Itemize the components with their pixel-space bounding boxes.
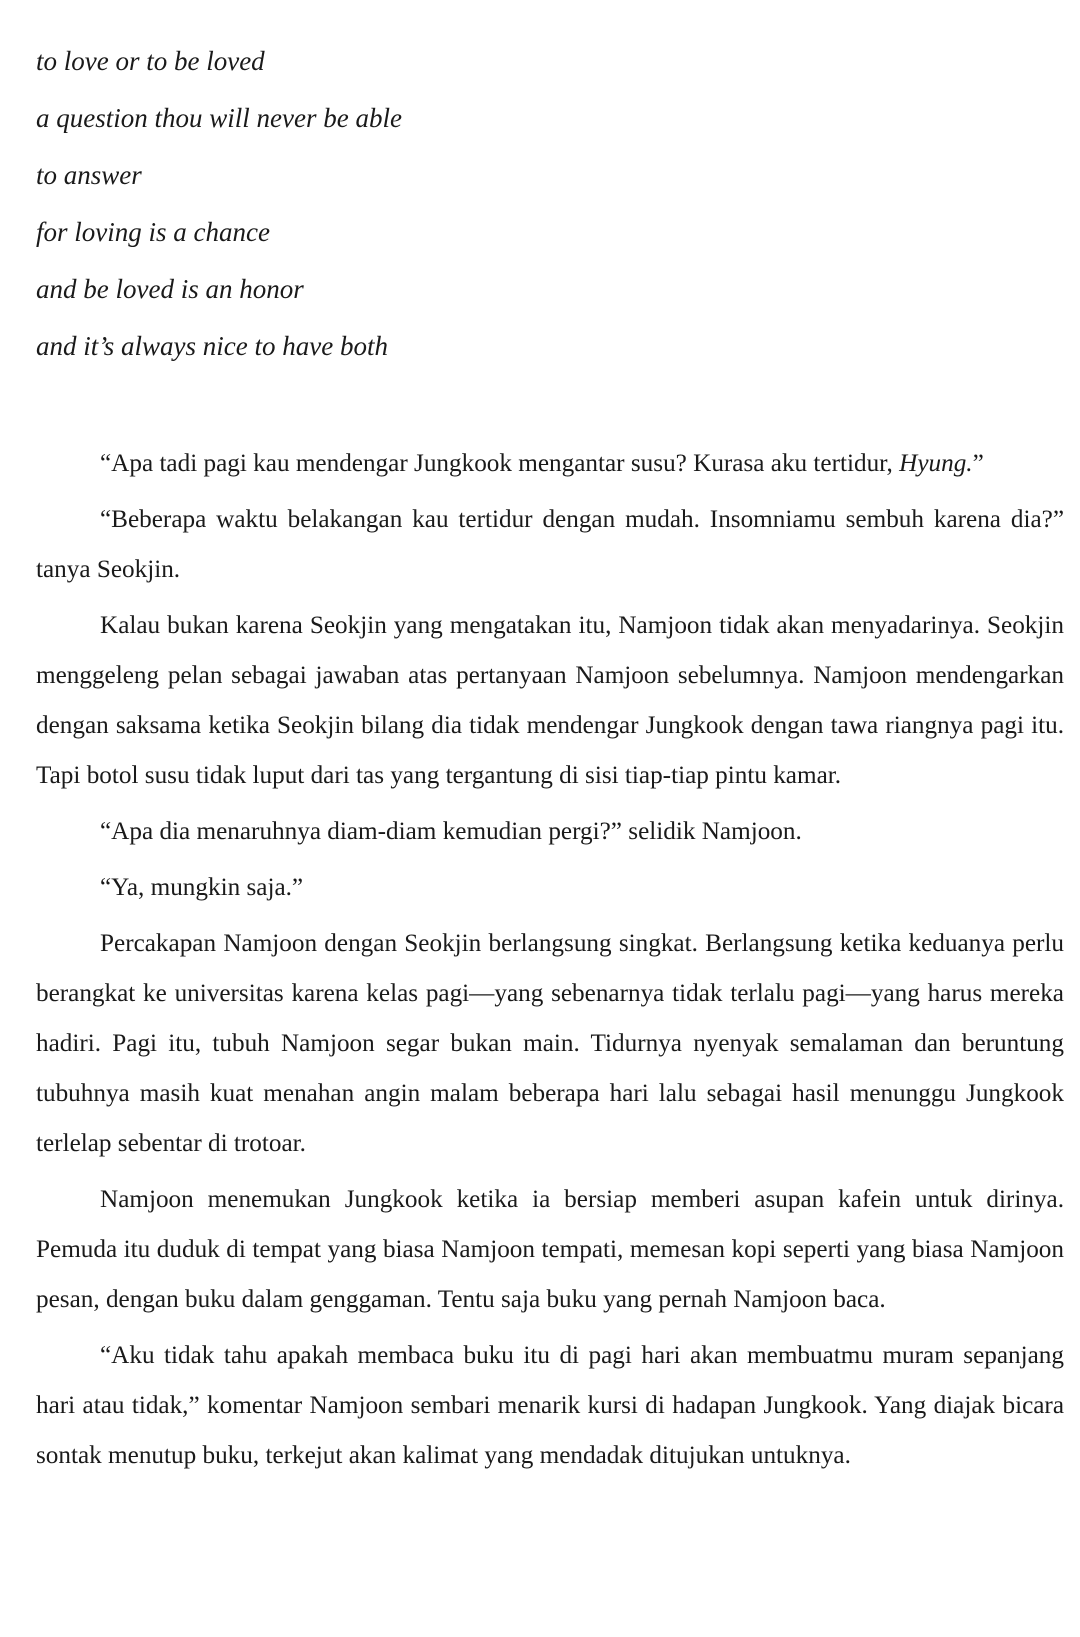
poem-line: to answer <box>36 160 142 190</box>
poem-line: for loving is a chance <box>36 217 270 247</box>
paragraph: “Aku tidak tahu apakah membaca buku itu di pagi hari akan membuatmu muram sepanjang hari atau tidak,” komentar Namjoon sembari menarik kursi di hadapan Jungkook. Yang diajak bicara sontak menutup buku, terkejut akan kalimat yang mendadak ditujukan untuknya. <box>36 1342 1064 1469</box>
poem-line: and it’s always nice to have both <box>36 331 388 361</box>
poem-line: to love or to be loved <box>36 46 265 76</box>
poem-line: and be loved is an honor <box>36 274 304 304</box>
poem-epigraph <box>36 0 1064 386</box>
paragraph: Percakapan Namjoon dengan Seokjin berlangsung singkat. Berlangsung ketika keduanya perlu berangkat ke universitas karena kelas pagi—yang sebenarnya tidak terlalu pagi—yang harus mereka hadiri. Pagi itu, tubuh Namjoon segar bukan main. Tidurnya nyenyak semalaman dan beruntung tubuhnya masih kuat menahan angin malam beberapa hari lalu sebagai hasil menunggu Jungkook terlelap sebentar di trotoar. <box>36 930 1064 1157</box>
paragraph: Namjoon menemukan Jungkook ketika ia bersiap memberi asupan kafein untuk dirinya. Pemuda itu duduk di tempat yang biasa Namjoon tempati, memesan kopi seperti yang biasa Namjoon pesan, dengan buku dalam genggaman. Tentu saja buku yang pernah Namjoon baca. <box>36 1186 1064 1313</box>
document-page <box>36 0 1064 1487</box>
paragraph <box>36 439 1064 489</box>
paragraph: “Ya, mungkin saja.” <box>100 874 304 901</box>
paragraph: “Apa dia menaruhnya diam-diam kemudian pergi?” selidik Namjoon. <box>100 818 802 845</box>
paragraph: “Beberapa waktu belakangan kau tertidur dengan mudah. Insomniamu sembuh karena dia?” tanya Seokjin. <box>36 506 1064 583</box>
emphasis-text: Hyung. <box>899 450 973 477</box>
poem-line: a question thou will never be able <box>36 103 402 133</box>
paragraph: Kalau bukan karena Seokjin yang mengatakan itu, Namjoon tidak akan menyadarinya. Seokjin menggeleng pelan sebagai jawaban atas pertanyaan Namjoon sebelumnya. Namjoon mendengarkan dengan saksama ketika Seokjin bilang dia tidak mendengar Jungkook dengan tawa riangnya pagi itu. Tapi botol susu tidak luput dari tas yang tergantung di sisi tiap-tiap pintu kamar. <box>36 612 1064 789</box>
paragraph-text: ” <box>972 450 984 477</box>
paragraph-text: “Apa tadi pagi kau mendengar Jungkook mengantar susu? Kurasa aku tertidur, <box>100 450 900 477</box>
story-text <box>36 439 1064 1481</box>
